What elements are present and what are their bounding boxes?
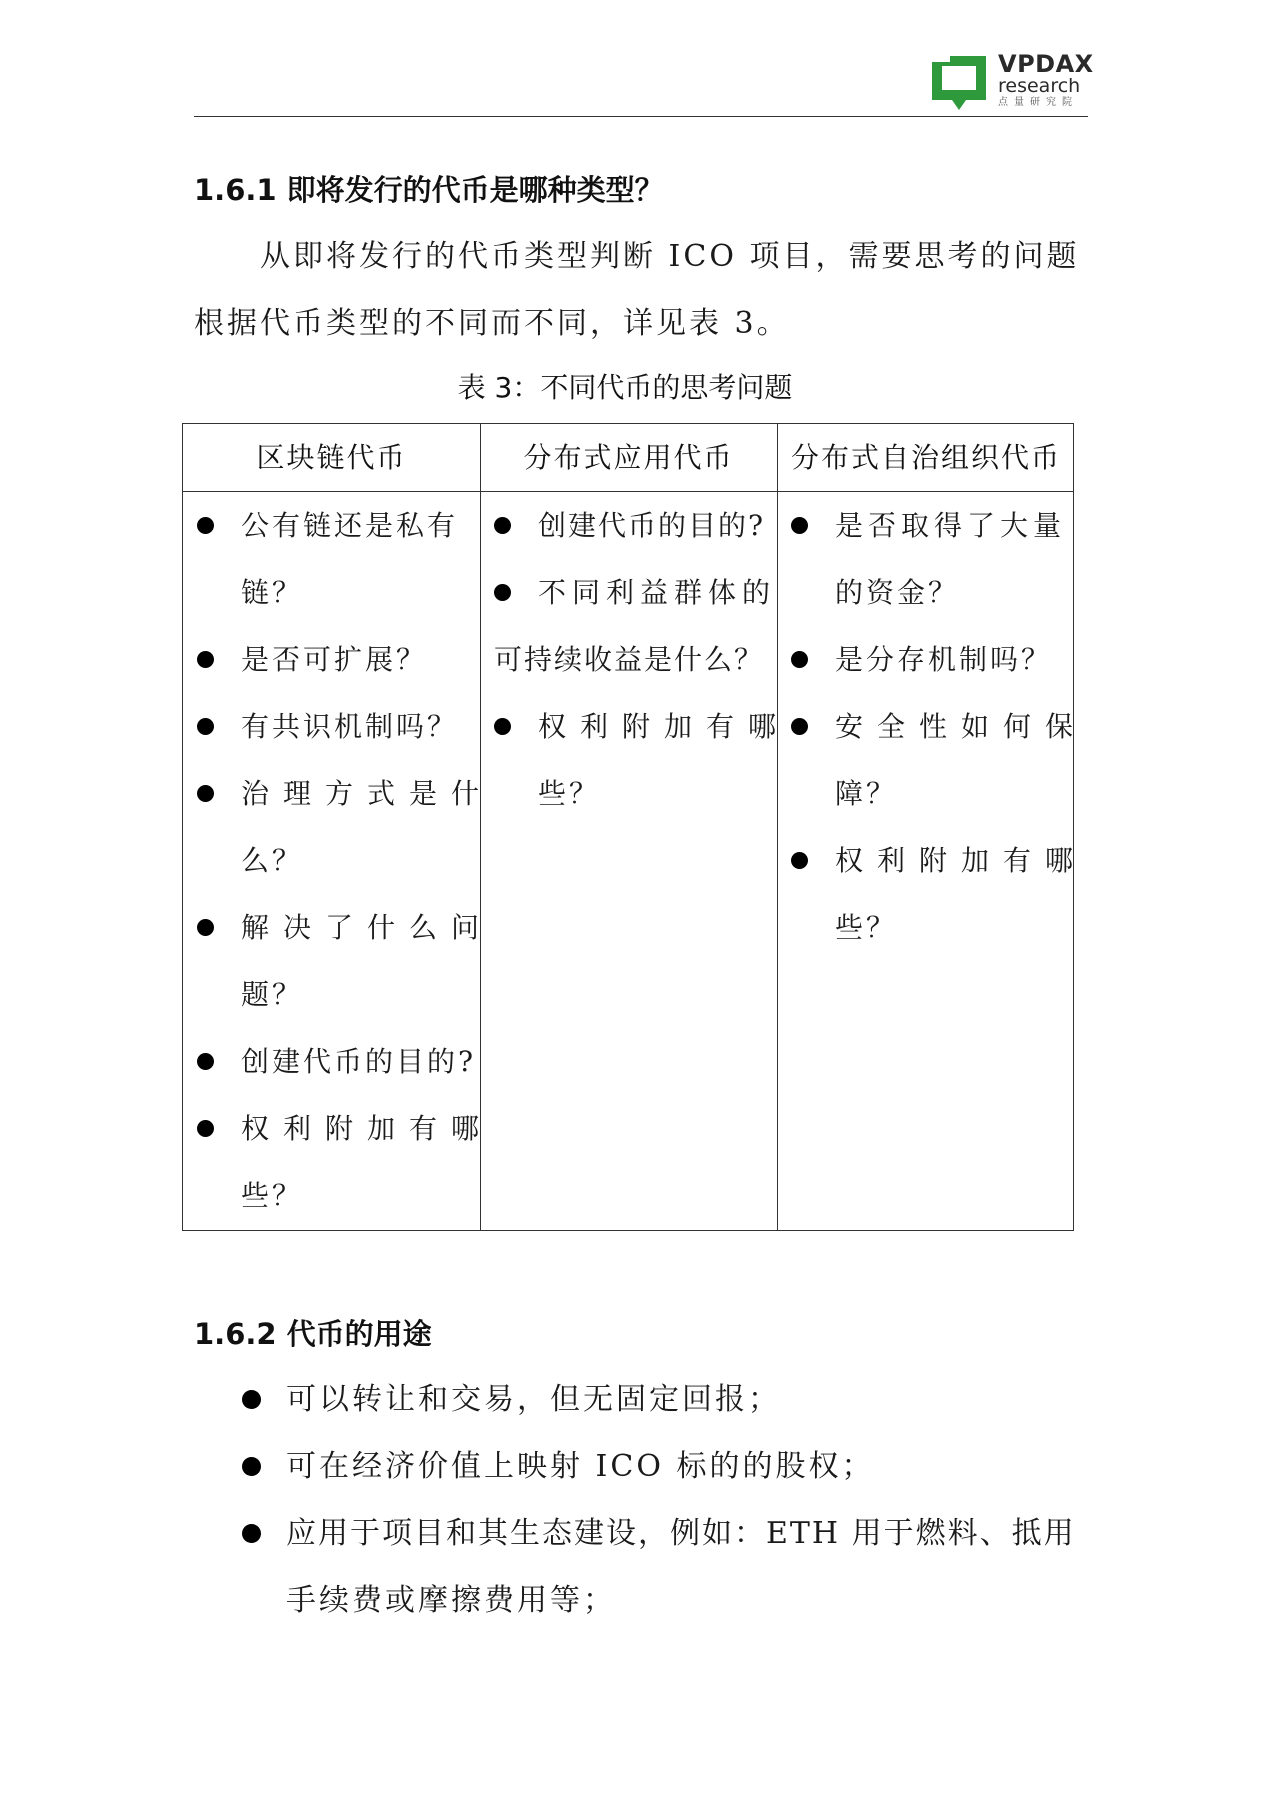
header-dao-token: 分布式自治组织代币 xyxy=(790,441,1061,474)
list-item xyxy=(777,827,1088,961)
list-item-text: 权利附加有哪 xyxy=(835,844,1088,877)
list-item xyxy=(183,693,480,760)
header-blockchain-token: 区块链代币 xyxy=(256,441,407,474)
list-item-text: 障？ xyxy=(835,777,898,810)
list-item xyxy=(194,1500,1094,1634)
bullet-icon xyxy=(197,1053,214,1070)
list-item-text: 的资金？ xyxy=(835,576,960,609)
list-item-text: 是否可扩展？ xyxy=(241,643,428,676)
vpdax-logo xyxy=(928,50,1094,114)
bullet-icon xyxy=(242,1390,261,1409)
list-item-text: 治理方式是什 xyxy=(241,777,494,810)
intro-paragraph xyxy=(194,223,1088,357)
bullet-icon xyxy=(197,718,214,735)
token-questions-table xyxy=(182,423,1088,1231)
brand-name: VPDAX xyxy=(998,50,1094,78)
bullet-icon xyxy=(791,718,808,735)
bullet-icon xyxy=(197,517,214,534)
list-item xyxy=(777,492,1075,626)
list-item-text: 可持续收益是什么？ xyxy=(494,643,765,676)
list-item xyxy=(480,492,777,559)
list-item xyxy=(183,894,494,1028)
list-item-text: 安全性如何保 xyxy=(835,710,1088,743)
list-item-text: 些？ xyxy=(538,777,601,810)
list-item xyxy=(194,1433,1094,1500)
list-item-text: 可以转让和交易，但无固定回报； xyxy=(286,1382,781,1417)
list-item-text: 权利附加有哪 xyxy=(241,1112,494,1145)
paragraph-line-2: 根据代币类型的不同而不同，详见表 3。 xyxy=(194,306,790,341)
logo-mark-icon xyxy=(928,52,990,114)
paragraph-line-1: 从即将发行的代币类型判断 ICO 项目，需要思考的问题 xyxy=(260,239,1080,274)
bullet-icon xyxy=(197,785,214,802)
column-dao-token xyxy=(777,425,1088,961)
bullet-icon xyxy=(197,919,214,936)
column-blockchain-token xyxy=(183,425,494,1229)
list-item-text: 题？ xyxy=(241,978,304,1011)
bullet-icon xyxy=(197,651,214,668)
brand-chinese-name: 点量研究院 xyxy=(998,97,1078,108)
list-item xyxy=(183,1095,494,1229)
bullet-icon xyxy=(197,1120,214,1137)
bullet-icon xyxy=(242,1457,261,1476)
token-uses-list xyxy=(194,1366,1094,1634)
section-heading-1-6-2: 1.6.2 代币的用途 xyxy=(194,1317,432,1351)
bullet-icon xyxy=(791,517,808,534)
list-item xyxy=(777,626,1075,693)
table-caption: 表 3：不同代币的思考问题 xyxy=(457,371,793,404)
brand-subtitle: research xyxy=(998,75,1081,97)
list-item-text: 可在经济价值上映射 ICO 标的的股权； xyxy=(286,1449,875,1484)
header-dapp-token: 分布式应用代币 xyxy=(523,441,734,474)
list-item-text: 么？ xyxy=(241,844,304,877)
list-item xyxy=(480,693,791,827)
list-item xyxy=(183,626,480,693)
list-item xyxy=(194,1366,1094,1433)
list-item-text: 些？ xyxy=(835,911,898,944)
list-item xyxy=(183,492,480,626)
section-heading-1-6-1: 1.6.1 即将发行的代币是哪种类型？ xyxy=(194,173,664,207)
list-item xyxy=(183,760,494,894)
bullet-icon xyxy=(791,852,808,869)
list-item-text: 权利附加有哪 xyxy=(538,710,791,743)
list-item xyxy=(480,559,777,626)
list-item-text: 链？ xyxy=(241,576,304,609)
bullet-icon xyxy=(494,517,511,534)
bullet-icon xyxy=(494,584,511,601)
header-divider xyxy=(194,116,1088,117)
list-item-text: 公有链还是私有 xyxy=(241,509,459,542)
list-item-text: 创建代币的目的? xyxy=(241,1045,477,1078)
bullet-icon xyxy=(242,1524,261,1543)
list-item-text: 应用于项目和其生态建设，例如：ETH 用于燃料、抵用 xyxy=(286,1516,1076,1551)
list-item-continuation xyxy=(480,626,777,693)
list-item-text: 些？ xyxy=(241,1179,304,1212)
list-item-text: 创建代币的目的? xyxy=(538,509,766,542)
column-dapp-token xyxy=(480,425,791,827)
list-item xyxy=(777,693,1088,827)
list-item xyxy=(183,1028,480,1095)
list-item-text: 解决了什么问 xyxy=(241,911,494,944)
list-item-text: 是分存机制吗？ xyxy=(835,643,1053,676)
list-item-text: 有共识机制吗？ xyxy=(241,710,459,743)
bullet-icon xyxy=(791,651,808,668)
list-item-text: 手续费或摩擦费用等； xyxy=(286,1583,616,1618)
list-item-text: 不同利益群体的 xyxy=(538,576,777,609)
list-item-text: 是否取得了大量 xyxy=(835,509,1067,542)
bullet-icon xyxy=(494,718,511,735)
